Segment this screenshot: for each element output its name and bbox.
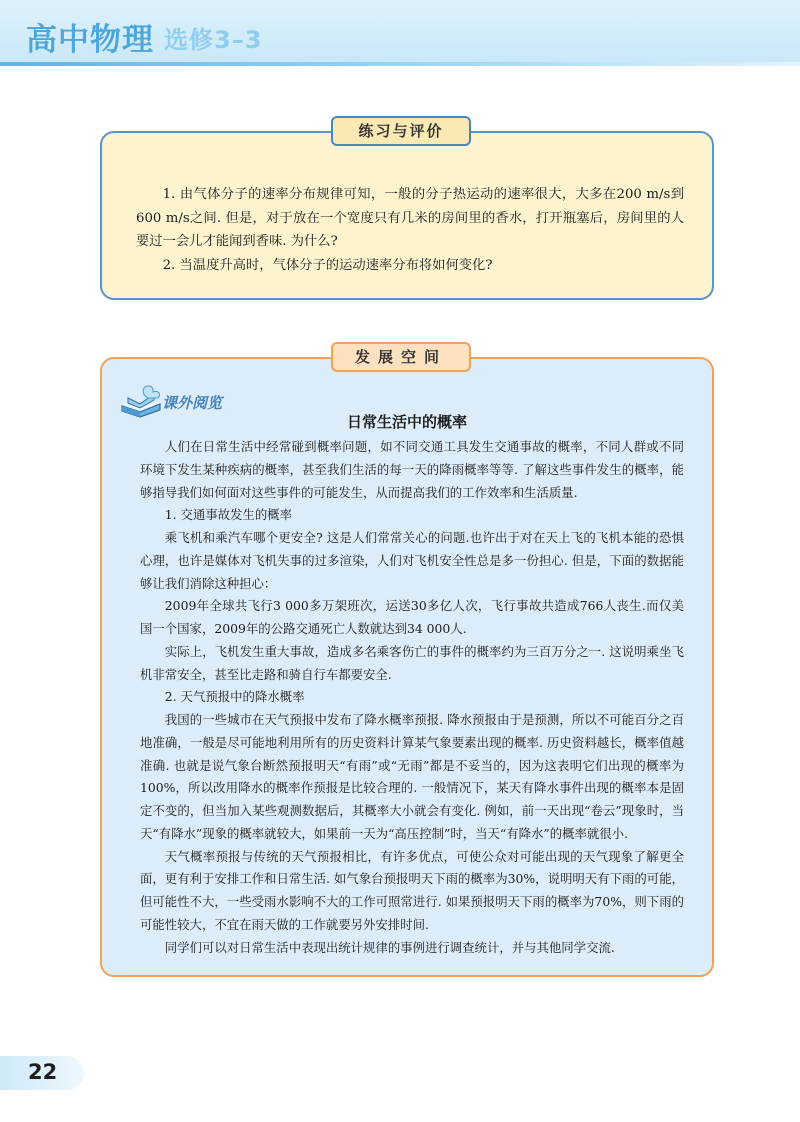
exercise-label: 练习与评价 bbox=[331, 116, 471, 146]
article-paragraph: 同学们可以对日常生活中表现出统计规律的事例进行调查统计，并与其他同学交流. bbox=[164, 939, 615, 955]
header-band bbox=[0, 62, 800, 66]
article-heading: 2. 天气预报中的降水概率 bbox=[164, 689, 305, 705]
article-paragraph: 我国的一些城市在天气预报中发布了降水概率预报. 降水预报由于是预测，所以不可能百分之百地准确，一般是尽可能地利用所有的历史资料计算某气象要素出现的概率. 历史资料越长，概率值越准确. 也就是说气象台断然预报明天“有雨”或“无雨”都是不妥当的，因为这表明它们出现的概率为100%，所以改用降水的概率作预报是比较合理的. 一般情况下，某天有降水事件出现的概率本是固定不变的，但当加入某些观测数据后，其概率大小就会有变化. 例如，前一天出现“卷云”现象时，当天“有降水”现象的概率就较大，如果前一天为“高压控制”时，当天“有降水”的概率就很小. bbox=[140, 712, 684, 841]
develop-label: 发展空间 bbox=[331, 342, 471, 372]
book-title: 高中物理 bbox=[26, 22, 154, 58]
reading-label: 课外阅览 bbox=[162, 394, 223, 412]
exercise-question: 2. 当温度升高时，气体分子的运动速率分布将如何变化? bbox=[162, 257, 493, 273]
article-heading: 1. 交通事故发生的概率 bbox=[164, 507, 293, 523]
article-paragraph: 2009年全球共飞行3 000多万架班次，运送30多亿人次，飞行事故共造成766人丧生.而仅美国一个国家，2009年的公路交通死亡人数就达到34 000人. bbox=[140, 598, 684, 636]
exercise-question: 1. 由气体分子的速率分布规律可知，一般的分子热运动的速率很大，大多在200 m/s到600 m/s之间. 但是，对于放在一个宽度只有几米的房间里的香水，打开瓶塞后，房间里的人要过一会儿才能闻到香味. 为什么? bbox=[136, 187, 684, 249]
exercise-questions bbox=[136, 183, 684, 277]
article-paragraph: 人们在日常生活中经常碰到概率问题，如不同交通工具发生交通事故的概率，不同人群或不同环境下发生某种疾病的概率，甚至我们生活的每一天的降雨概率等等. 了解这些事件发生的概率，能够指导我们如何面对这些事件的可能发生，从而提高我们的工作效率和生活质量. bbox=[140, 439, 684, 500]
article-title: 日常生活中的概率 bbox=[346, 413, 467, 431]
book-subtitle: 选修3–3 bbox=[164, 26, 263, 54]
article-paragraph: 天气概率预报与传统的天气预报相比，有许多优点，可使公众对可能出现的天气现象了解更全面，更有利于安排工作和日常生活. 如气象台预报明天下雨的概率为30%，说明明天有下雨的可能，但可能性不大，一些受雨水影响不大的工作可照常进行. 如果预报明天下雨的概率为70%，则下雨的可能性较大，不宜在雨天做的工作就要另外安排时间. bbox=[140, 848, 684, 932]
article-body bbox=[140, 436, 684, 959]
page-number: 22 bbox=[28, 1060, 58, 1084]
article-paragraph: 实际上，飞机发生重大事故，造成多名乘客伤亡的事件的概率约为三百万分之一. 这说明乘坐飞机非常安全，甚至比走路和骑自行车都要安全. bbox=[140, 643, 684, 682]
article-paragraph: 乘飞机和乘汽车哪个更安全? 这是人们常常关心的问题.也许出于对在天上飞的飞机本能的恐惧心理，也许是媒体对飞机失事的过多渲染，人们对飞机安全性总是多一份担心. 但是，下面的数据能够让我们消除这种担心： bbox=[140, 530, 684, 591]
